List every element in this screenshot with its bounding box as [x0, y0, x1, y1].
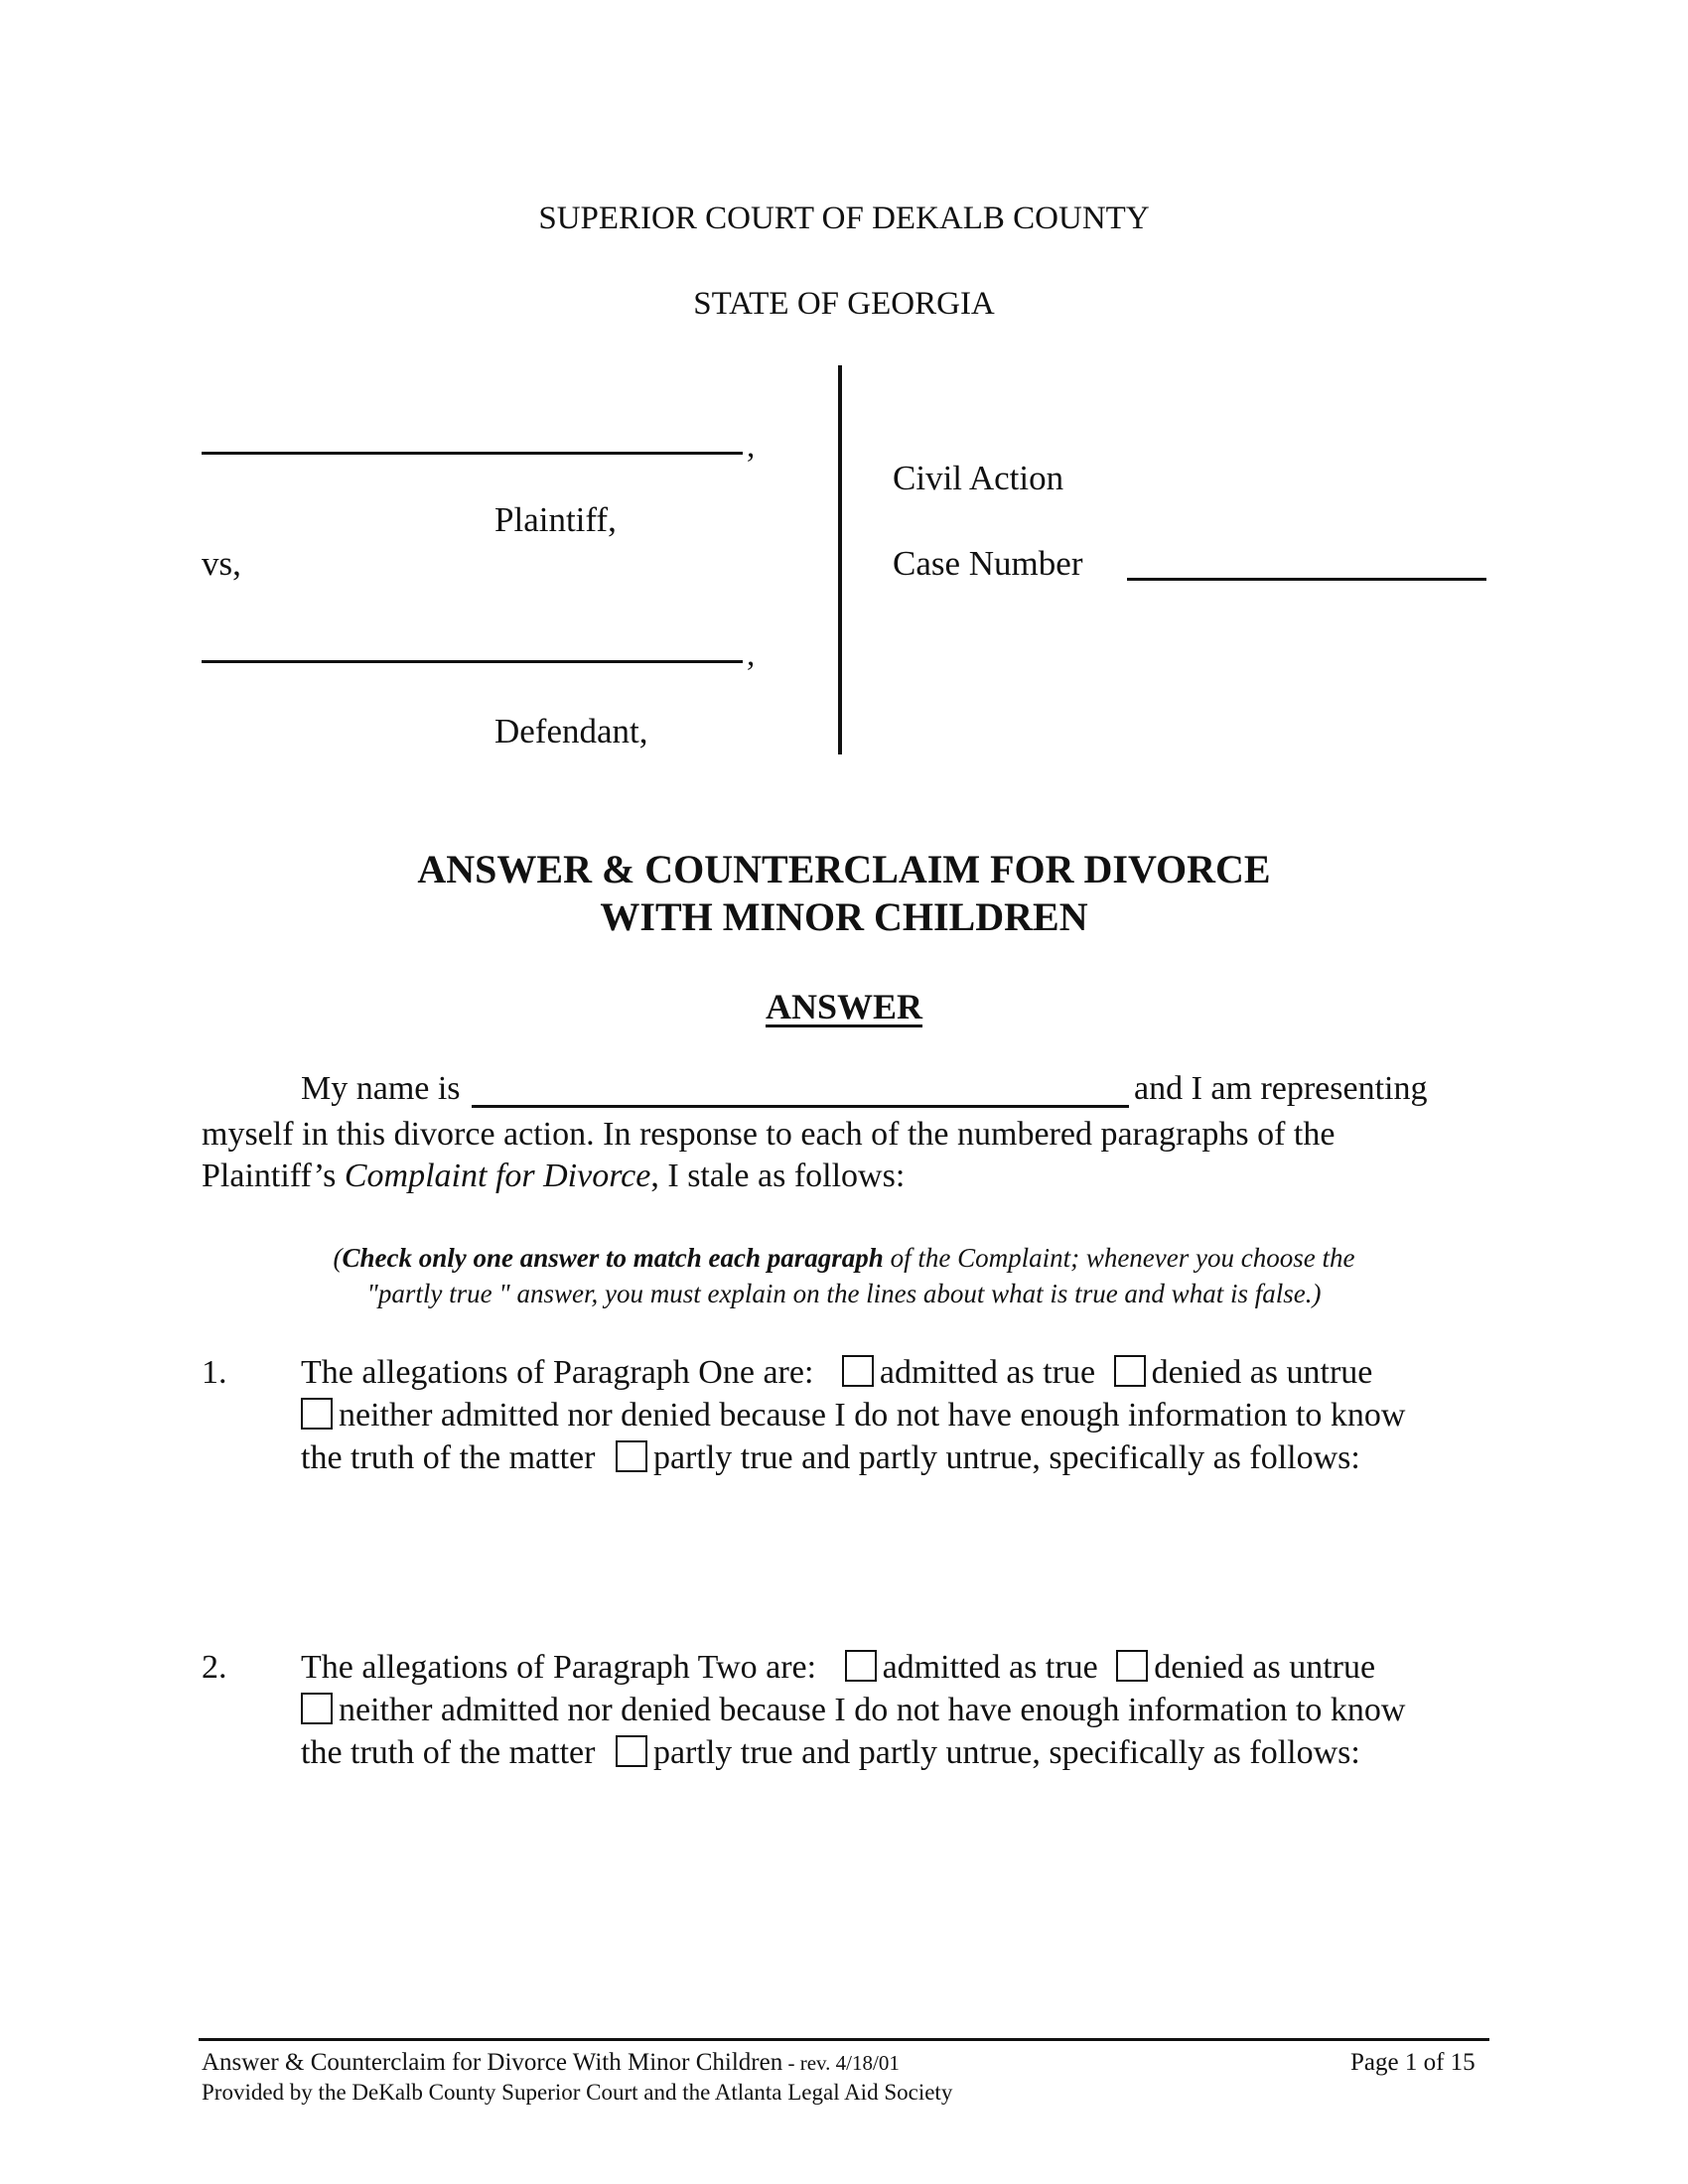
case-number-label: Case Number	[893, 544, 1083, 583]
complaint-title: Complaint for Divorce	[344, 1158, 651, 1194]
instruction-line1	[0, 1241, 1688, 1275]
footer-revision: - rev. 4/18/01	[782, 2051, 900, 2075]
neither-label: neither admitted nor denied because I do not have enough information to know	[339, 1692, 1406, 1728]
intro-line2: myself in this divorce action. In response to each of the numbered paragraphs of the	[202, 1116, 1336, 1153]
paragraph-2-line2	[301, 1691, 1405, 1730]
neither-checkbox[interactable]	[301, 1693, 333, 1724]
paragraph-2-line3	[301, 1733, 1360, 1773]
plaintiff-name-line[interactable]	[202, 452, 743, 455]
paragraph-lead: The allegations of Paragraph Two are:	[301, 1649, 817, 1686]
admitted-label: admitted as true	[879, 1354, 1096, 1391]
defendant-label: Defendant,	[494, 712, 648, 751]
paragraph-1-line3	[301, 1438, 1360, 1478]
paragraph-1-line1	[301, 1353, 1372, 1393]
my-name-label: My name is	[301, 1070, 461, 1107]
paragraph-lead: The allegations of Paragraph One are:	[301, 1354, 814, 1391]
caption-divider	[838, 365, 842, 754]
partly-label: partly true and partly untrue, specifically as follows:	[652, 1734, 1360, 1771]
neither-checkbox[interactable]	[301, 1398, 333, 1430]
denied-checkbox[interactable]	[1116, 1650, 1148, 1682]
defendant-comma: ,	[747, 637, 756, 673]
paragraph-2-line1	[301, 1648, 1375, 1688]
plaintiff-comma: ,	[747, 429, 756, 465]
document-title-line2: WITH MINOR CHILDREN	[600, 894, 1088, 939]
plaintiff-label: Plaintiff,	[494, 500, 617, 539]
intro-line3	[202, 1157, 905, 1196]
truth-of-matter-text: the truth of the matter	[301, 1439, 596, 1476]
my-name-line[interactable]	[472, 1105, 1129, 1108]
instruction-rest: of the Complaint; whenever you choose the	[883, 1243, 1355, 1273]
answer-heading-text: ANSWER	[765, 987, 923, 1026]
neither-label: neither admitted nor denied because I do not have enough information to know	[339, 1397, 1406, 1433]
court-name: SUPERIOR COURT OF DEKALB COUNTY	[538, 201, 1150, 236]
instruction-bold: Check only one answer to match each paragraph	[342, 1243, 884, 1273]
footer-form-title	[202, 2048, 900, 2078]
intro-line3-pre: Plaintiff’s	[202, 1158, 345, 1194]
paragraph-number: 2.	[202, 1649, 227, 1686]
intro-line3-post: , I stale as follows:	[650, 1158, 906, 1194]
denied-label: denied as untrue	[1154, 1649, 1376, 1686]
denied-label: denied as untrue	[1151, 1354, 1373, 1391]
paragraph-number: 1.	[202, 1354, 227, 1391]
page-number: Page 1 of 15	[1350, 2049, 1476, 2076]
denied-checkbox[interactable]	[1114, 1355, 1146, 1387]
instruction-line2: "partly true " answer, you must explain on the lines about what is true and what is false.)	[366, 1279, 1322, 1308]
vs-label: vs,	[202, 544, 241, 583]
footer-provided-by: Provided by the DeKalb County Superior Court and the Atlanta Legal Aid Society	[202, 2080, 953, 2105]
document-title-line1: ANSWER & COUNTERCLAIM FOR DIVORCE	[417, 847, 1271, 891]
representing-text: and I am representing	[1134, 1070, 1428, 1107]
footer-rule	[199, 2038, 1489, 2041]
admitted-checkbox[interactable]	[842, 1355, 874, 1387]
paragraph-1-line2	[301, 1396, 1405, 1435]
partly-checkbox[interactable]	[616, 1735, 647, 1767]
admitted-label: admitted as true	[882, 1649, 1098, 1686]
case-number-line[interactable]	[1127, 578, 1486, 581]
footer-title-text: Answer & Counterclaim for Divorce With Minor Children	[202, 2049, 783, 2076]
partly-checkbox[interactable]	[616, 1440, 647, 1472]
defendant-name-line[interactable]	[202, 660, 743, 663]
instruction-open: (	[333, 1243, 343, 1273]
civil-action-label: Civil Action	[893, 459, 1064, 497]
answer-heading	[0, 985, 1688, 1028]
admitted-checkbox[interactable]	[845, 1650, 877, 1682]
partly-label: partly true and partly untrue, specifically as follows:	[652, 1439, 1360, 1476]
truth-of-matter-text: the truth of the matter	[301, 1734, 596, 1771]
state-name: STATE OF GEORGIA	[693, 286, 995, 322]
